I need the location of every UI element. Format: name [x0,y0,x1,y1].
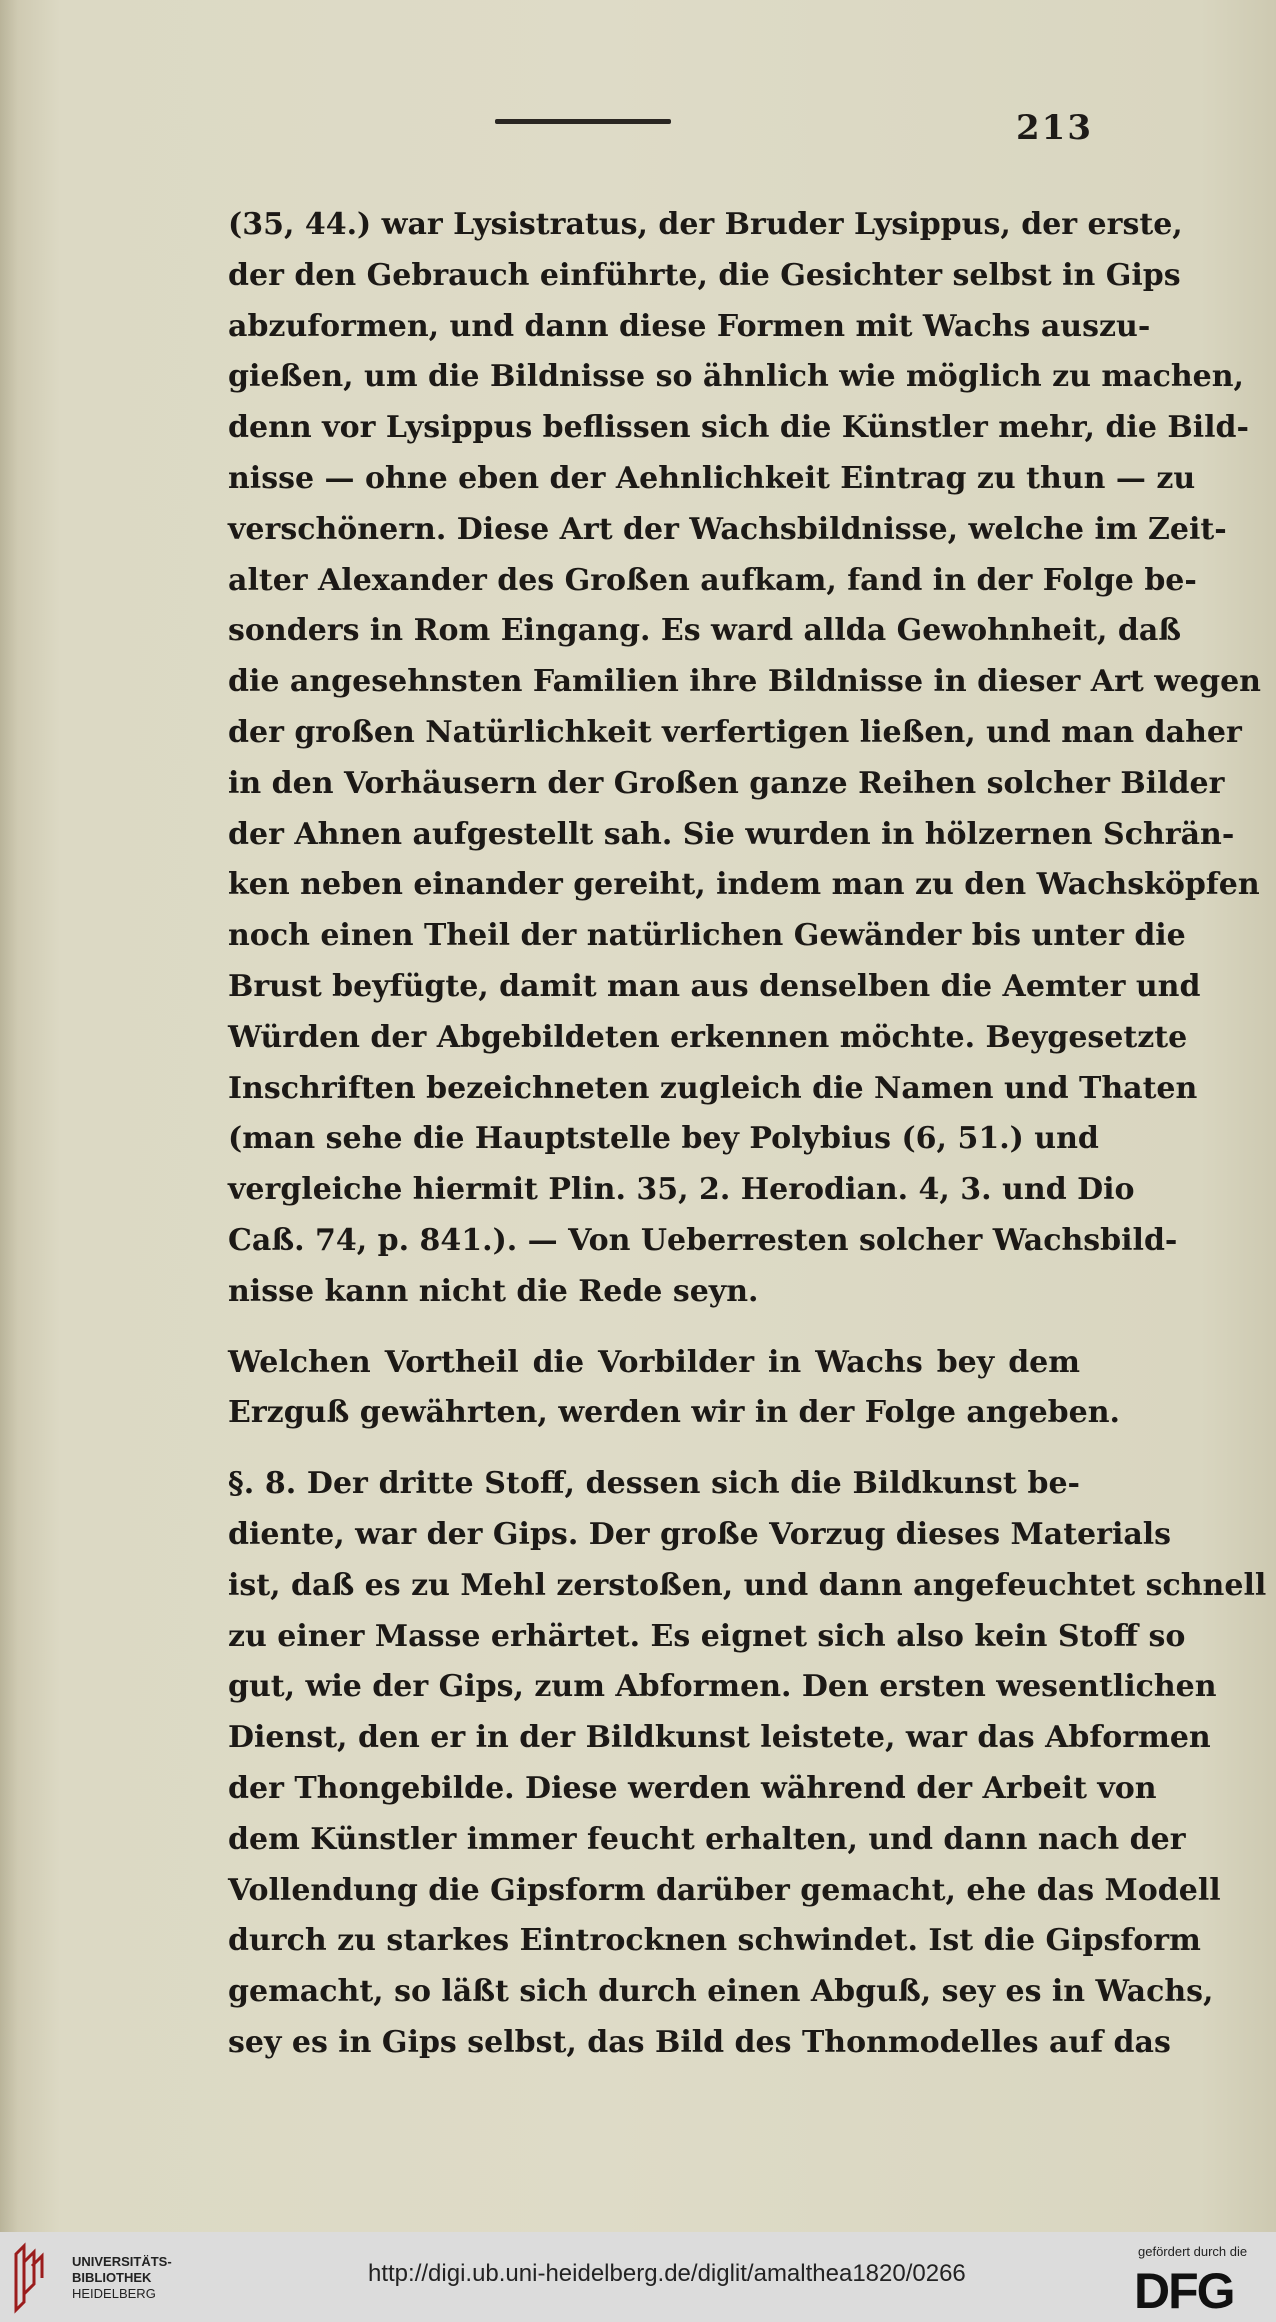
text-line: verschönern. Diese Art der Wachsbildnisse, welche im Zeit- [228,511,1227,547]
funding-caption: gefördert durch die [1138,2244,1248,2259]
text-line: noch einen Theil der natürlichen Gewänder bis unter die [228,918,1186,954]
text-line: nisse kann nicht die Rede seyn. [228,1273,759,1309]
text-line: (man sehe die Hauptstelle bey Polybius (6, 51.) und [228,1121,1099,1157]
library-name-line1: UNIVERSITÄTS- [72,2254,172,2269]
text-line: der großen Natürlichkeit verfertigen ließen, und man daher [228,714,1242,750]
text-line: ist, daß es zu Mehl zerstoßen, und dann angefeuchtet schnell [228,1567,1267,1603]
paragraph-gap [228,1318,1080,1338]
text-line: denn vor Lysippus beflissen sich die Künstler mehr, die Bild- [228,410,1249,446]
text-line: §. 8. Der dritte Stoff, dessen sich die Bildkunst be- [228,1466,1080,1502]
text-line: sey es in Gips selbst, das Bild des Thonmodelles auf das [228,2024,1171,2060]
permalink-url[interactable]: http://digi.ub.uni-heidelberg.de/diglit/amalthea1820/0266 [368,2260,966,2287]
university-library-logo-icon [12,2244,44,2310]
text-line: gemacht, so läßt sich durch einen Abguß, sey es in Wachs, [228,1974,1214,2010]
page-number: 213 [1016,108,1093,148]
body-text [228,200,1267,2069]
text-line: durch zu starkes Eintrocknen schwindet. Ist die Gipsform [228,1923,1201,1959]
text-line: Erzguß gewährten, werden wir in der Folge angeben. [228,1395,1121,1431]
library-name-line2: BIBLIOTHEK [72,2270,152,2285]
text-line: die angesehnsten Familien ihre Bildnisse in dieser Art wegen [228,664,1261,700]
header-rule [495,119,671,124]
text-line: Inschriften bezeichneten zugleich die Namen und Thaten [228,1070,1198,1106]
text-line: zu einer Masse erhärtet. Es eignet sich also kein Stoff so [228,1618,1186,1654]
text-line: gut, wie der Gips, zum Abformen. Den ersten wesentlichen [228,1669,1217,1705]
text-line: (35, 44.) war Lysistratus, der Bruder Lysippus, der erste, [228,207,1183,242]
text-line: Brust beyfügte, damit man aus denselben die Aemter und [228,968,1201,1004]
footer-bar [0,2232,1276,2322]
text-line: ken neben einander gereiht, indem man zu den Wachsköpfen [228,867,1260,903]
text-line: Vollendung die Gipsform darüber gemacht, ehe das Modell [228,1872,1221,1908]
paragraph-gap [228,1439,1080,1459]
text-line: der Ahnen aufgestellt sah. Sie wurden in hölzernen Schrän- [228,816,1235,852]
text-line: der Thongebilde. Diese werden während der Arbeit von [228,1770,1157,1806]
text-line: Würden der Abgebildeten erkennen möchte. Beygesetzte [228,1019,1188,1055]
text-line: alter Alexander des Großen aufkam, fand in der Folge be- [228,562,1197,598]
text-line: gießen, um die Bildnisse so ähnlich wie möglich zu machen, [228,359,1245,395]
text-line: dem Künstler immer feucht erhalten, und dann nach der [228,1821,1186,1857]
text-line: abzuformen, und dann diese Formen mit Wachs auszu- [228,308,1151,344]
text-line: Caß. 74, p. 841.). — Von Ueberresten solcher Wachsbild- [228,1222,1178,1258]
text-line: nisse — ohne eben der Aehnlichkeit Eintrag zu thun — zu [228,460,1196,496]
library-name-line3: HEIDELBERG [72,2286,156,2301]
text-line: Dienst, den er in der Bildkunst leistete, war das Abformen [228,1720,1211,1756]
text-line: vergleiche hiermit Plin. 35, 2. Herodian. 4, 3. und Dio [228,1172,1135,1208]
library-name [72,2254,172,2302]
dfg-logo: DFG [1134,2263,1234,2319]
text-line: Welchen Vortheil die Vorbilder in Wachs bey dem [228,1344,1080,1380]
text-line: sonders in Rom Eingang. Es ward allda Gewohnheit, daß [228,613,1182,649]
text-line: der den Gebrauch einführte, die Gesichter selbst in Gips [228,257,1181,293]
text-line: diente, war der Gips. Der große Vorzug dieses Materials [228,1516,1172,1552]
text-line: in den Vorhäusern der Großen ganze Reihen solcher Bilder [228,765,1225,801]
